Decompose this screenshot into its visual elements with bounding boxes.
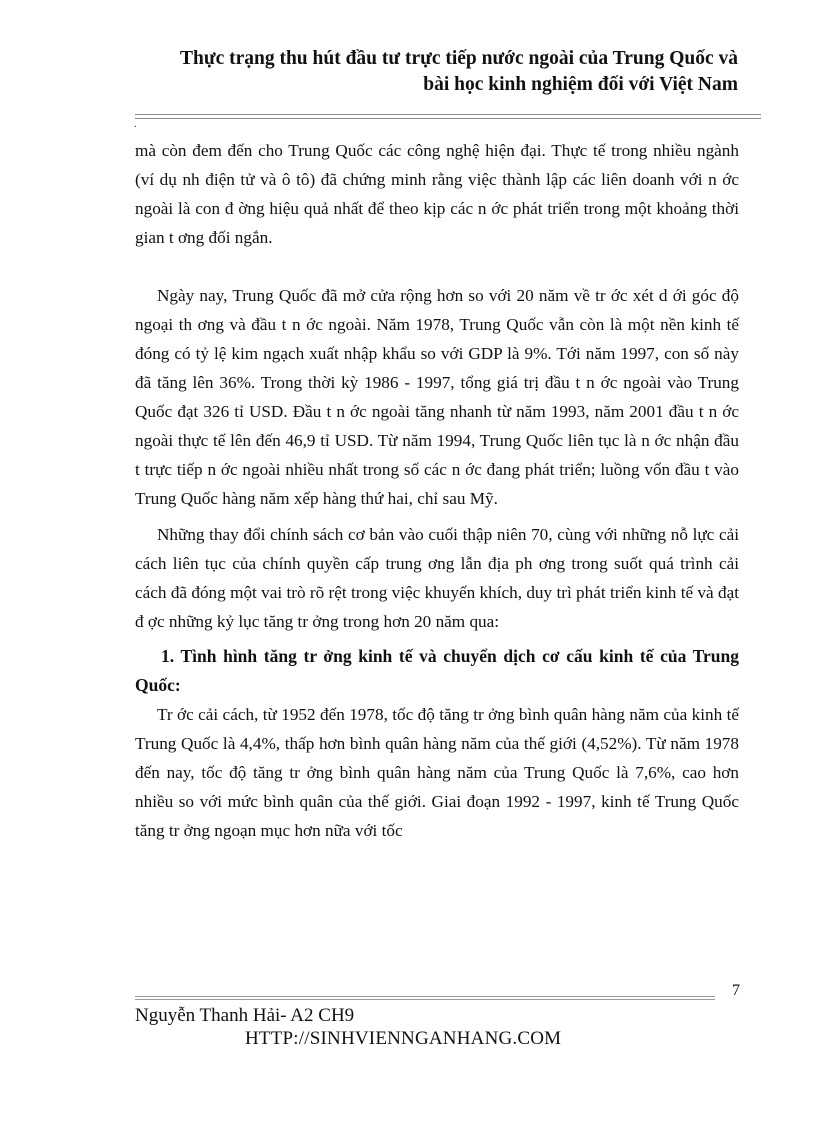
- paragraph-growth: Tr ớc cải cách, từ 1952 đến 1978, tốc độ tăng tr ởng bình quân hàng năm của kinh tế Trung Quốc là 4,4%, thấp hơn bình quân hàng năm của thế giới (4,52%). Từ năm 1978 đến nay, tốc độ tăng tr ởng bình quân hàng năm của Trung Quốc là 7,6%, cao hơn nhiều so với mức bình quân của thế giới. Giai đoạn 1992 - 1997, kinh tế Trung Quốc tăng tr ởng ngoạn mục hơn nữa với tốc: [135, 705, 739, 840]
- body-text: [135, 136, 739, 845]
- section-heading: 1. Tình hình tăng tr ởng kinh tế và chuyển dịch cơ cấu kinh tế của Trung Quốc:: [135, 646, 739, 695]
- paragraph-continuation: mà còn đem đến cho Trung Quốc các công nghệ hiện đại. Thực tế trong nhiều ngành (ví dụ nh điện tử và ô tô) đã chứng minh rằng việc thành lập các liên doanh với n ớc ngoài là con đ ờng hiệu quả nhất để theo kịp các n ớc phát triển trong một khoảng thời gian t ơng đối ngắn.: [135, 141, 739, 247]
- footer-author: Nguyễn Thanh Hải- A2 CH9: [135, 1005, 355, 1026]
- paragraph-trade-investment: Ngày nay, Trung Quốc đã mở cửa rộng hơn so với 20 năm về tr ớc xét d ới góc độ ngoại th ơng và đầu t n ớc ngoài. Năm 1978, Trung Quốc vẫn còn là một nền kinh tế đóng có tỷ lệ kim ngạch xuất nhập khẩu so với GDP là 9%. Tới năm 1997, con số này đã tăng lên 36%. Trong thời kỳ 1986 - 1997, tổng giá trị đầu t n ớc ngoài vào Trung Quốc đạt 326 tỉ USD. Đầu t n ớc ngoài tăng nhanh từ năm 1993, năm 2001 đầu t n ớc ngoài thực tế lên đến 46,9 tỉ USD. Từ năm 1994, Trung Quốc liên tục là n ớc nhận đầu t trực tiếp n ớc ngoài nhiều nhất trong số các n ớc đang phát triển; luồng vốn đầu t vào Trung Quốc hàng năm xếp hàng thứ hai, chỉ sau Mỹ.: [135, 286, 739, 508]
- footer-url: HTTP://SINHVIENNGANHANG.COM: [245, 1028, 562, 1049]
- page-number: 7: [732, 982, 740, 999]
- header-title-line-1: Thực trạng thu hút đầu tư trực tiếp nước ngoài của Trung Quốc và: [180, 48, 738, 69]
- header-divider: [135, 114, 761, 119]
- footer-divider: [135, 996, 715, 1000]
- stray-marker: .: [134, 119, 137, 130]
- paragraph-policy-changes: Những thay đổi chính sách cơ bản vào cuối thập niên 70, cùng với những nỗ lực cải cách liên tục của chính quyền cấp trung ơng lẫn địa ph ơng trong suốt quá trình cải cách đã đóng một vai trò rõ rệt trong việc khuyến khích, duy trì phát triển kinh tế và đạt đ ợc những kỷ lục tăng tr ởng trong hơn 20 năm qua:: [135, 525, 739, 631]
- page-header: [98, 46, 738, 98]
- header-title-line-2: bài học kinh nghiệm đối với Việt Nam: [423, 74, 738, 95]
